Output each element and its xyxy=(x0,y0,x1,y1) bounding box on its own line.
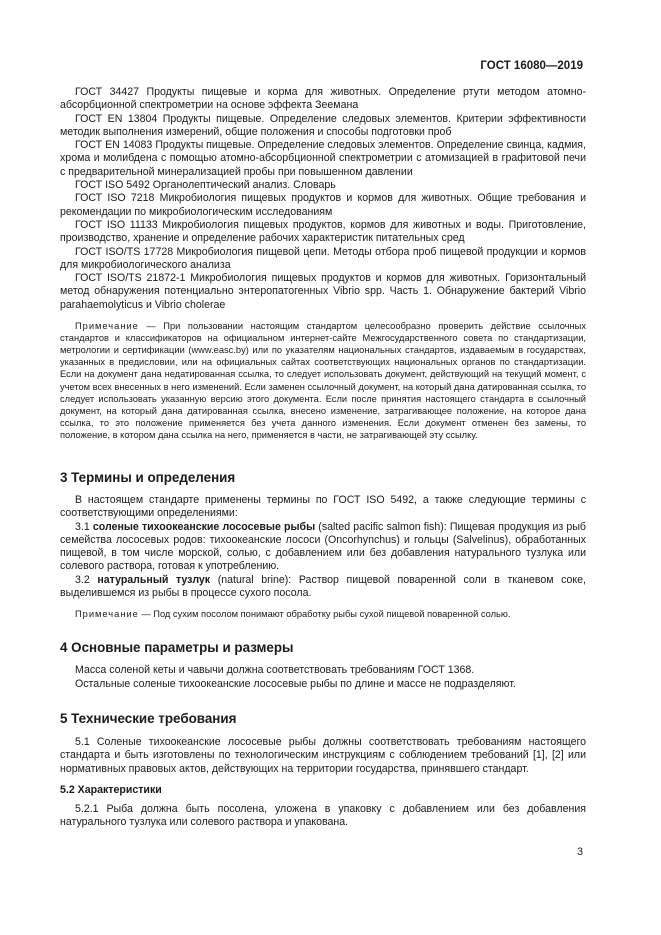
term-number: 3.1 xyxy=(75,520,93,533)
section-5-2-1-paragraph: 5.2.1 Рыба должна быть посолена, уложена в упаковку с добавлением или без добавления натурального тузлука или солевого раствора и упакована. xyxy=(60,802,586,829)
note-text: — Под сухим посолом понимают обработку рыбы сухой пищевой поваренной солью. xyxy=(138,609,511,620)
term-definition: (salted pacific salmon fish): Пищевая продукция из рыб семейства лососевых родов: тихоокеанские лососи (Oncorhynchus) и гольцы (Salvelinus), обработанных пищевой, в том числе морской, солью, с добавлением или без добавления натурального тузлука или солевого раствора, готовая к употреблению. xyxy=(60,520,586,573)
reference-item: ГОСТ ISO 11133 Микробиология пищевых продуктов, кормов для животных и воды. Приготовление, производство, хранение и определение рабочих характеристик питательных сред xyxy=(60,218,586,245)
section-5-heading: 5 Технические требования xyxy=(60,711,237,727)
reference-item: ГОСТ ISO 5492 Органолептический анализ. Словарь xyxy=(75,179,336,192)
reference-item: ГОСТ ISO/TS 21872-1 Микробиология пищевых продуктов и кормов для животных. Горизонтальный метод обнаружения потенциально энтеропатогенных Vibrio spp. Часть 1. Обнаружение бактерий Vibrio parahaemolyticus и Vibrio cholerae xyxy=(60,272,586,311)
subsection-5-2-heading: 5.2 Характеристики xyxy=(60,783,162,796)
reference-item: ГОСТ EN 13804 Продукты пищевые. Определение следовых элементов. Критерии эффективности методик выполнения измерений, общие положения и способы подготовки проб xyxy=(60,112,586,138)
section-4-heading: 4 Основные параметры и размеры xyxy=(60,640,294,656)
section-3-intro: В настоящем стандарте применены термины по ГОСТ ISO 5492, а также следующие термины с соответствующими определениями: xyxy=(60,493,586,520)
normative-references-list xyxy=(60,86,586,312)
term-name: натуральный тузлук xyxy=(97,573,211,586)
note-label: Примечание xyxy=(75,609,139,620)
term-3-1 xyxy=(60,521,586,574)
section-3-heading: 3 Термины и определения xyxy=(60,469,236,485)
terms-note xyxy=(60,608,586,620)
references-note xyxy=(60,320,586,441)
reference-item: ГОСТ 34427 Продукты пищевые и корма для животных. Определение ртути методом атомно-абсорбционной спектрометрии на основе эффекта Зеемана xyxy=(60,86,586,112)
document-header: ГОСТ 16080—2019 xyxy=(480,60,583,72)
term-name: соленые тихоокеанские лососевые рыбы xyxy=(92,520,316,533)
section-5-1-paragraph: 5.1 Соленые тихоокеанские лососевые рыбы должны соответствовать требованиям настоящего стандарта и быть изготовлены по технологическим инструкциям с соблюдением требований [1], [2] или нормативных правовых актов, действующих на территории государства, принявшего стандарт. xyxy=(60,736,586,775)
page-number: 3 xyxy=(577,846,583,858)
note-text: — При пользовании настоящим стандартом целесообразно проверить действие ссылочных стандартов и классификаторов на официальном интернет-сайте Межгосударственного совета по стандартизации, метрологии и сертификации (www.easc.by) или по указателям национальных стандартов, издаваемым в государствах, указанных в предисловии, или на официальных сайтах соответствующих национальных органов по стандартизации. Если на документ дана недатированная ссылка, то следует использовать документ, действующий на текущий момент, с учетом всех внесенных в него изменений. Если заменен ссылочный документ, на который дана датированная ссылка, то следует использовать указанную версию этого документа. Если после принятия настоящего стандарта в ссылочный документ, на который дана датированная ссылка, внесено изменение, затрагивающее положение, на которое дана ссылка, то это положение применяется без учета данного изменения. Если документ отменен без замены, то положение, в котором дана ссылка на него, применяется в части, не затрагивающей эту ссылку. xyxy=(60,321,586,440)
page-content xyxy=(60,86,586,830)
reference-item: ГОСТ EN 14083 Продукты пищевые. Определение следовых элементов. Определение свинца, кадмия, хрома и молибдена с помощью атомно-абсорбционной спектрометрии с атомизацией в графитовой печи с предварительной минерализацией пробы при повышенном давлении xyxy=(60,139,586,178)
reference-item: ГОСТ ISO 7218 Микробиология пищевых продуктов и кормов для животных. Общие требования и рекомендации по микробиологическим исследованиям xyxy=(60,192,586,218)
section-4-paragraph: Масса соленой кеты и чавычи должна соответствовать требованиям ГОСТ 1368. xyxy=(75,664,475,677)
note-label: Примечание xyxy=(75,321,139,332)
term-number: 3.2 xyxy=(75,573,98,586)
reference-item: ГОСТ ISO/TS 17728 Микробиология пищевой цепи. Методы отбора проб пищевой продукции и кормов для микробиологического анализа xyxy=(60,245,586,271)
term-definition: (natural brine): Раствор пищевой поваренной соли в тканевом соке, выделившемся из рыбы в процессе сухого посола. xyxy=(60,573,586,600)
term-3-2 xyxy=(60,574,586,601)
section-4-paragraph: Остальные соленые тихоокеанские лососевые рыбы по длине и массе не подразделяют. xyxy=(75,677,516,690)
